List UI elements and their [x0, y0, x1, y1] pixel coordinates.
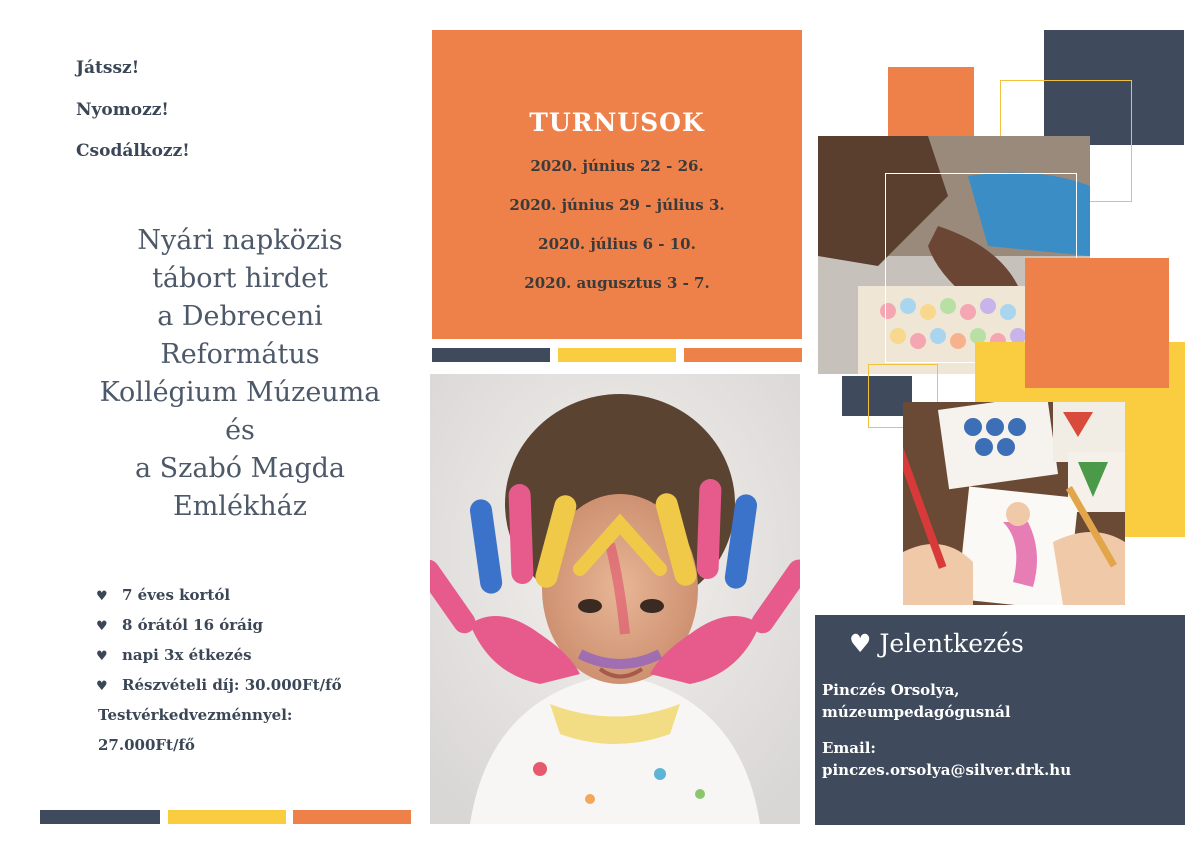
heart-icon: ♥: [96, 619, 108, 634]
decor-square-orange: [888, 67, 974, 139]
turnus-date: 2020. július 6 - 10.: [538, 235, 696, 253]
slogan-wonder: Csodálkozz!: [76, 141, 190, 161]
decor-bar-orange: [293, 810, 411, 824]
title-line: a Szabó Magda: [134, 453, 346, 484]
discount-price: 27.000Ft/fő: [98, 736, 195, 754]
decor-bar-orange: [684, 348, 802, 362]
camp-title: [60, 222, 420, 526]
child-painted-hands-photo: [430, 374, 800, 824]
decor-bar-yellow: [168, 810, 286, 824]
info-item-fee: ♥ Részvételi díj: 30.000Ft/fő: [96, 670, 342, 700]
turnus-date: 2020. június 29 - július 3.: [509, 196, 725, 214]
slogan-investigate: Nyomozz!: [76, 100, 169, 120]
contact-panel: [815, 615, 1185, 825]
decor-bar-navy: [40, 810, 160, 824]
email-label: Email:: [822, 739, 876, 757]
turnus-date: 2020. augusztus 3 - 7.: [524, 274, 710, 292]
info-item-age: ♥ 7 éves kortól: [96, 580, 342, 610]
title-line: Emlékház: [173, 491, 307, 522]
discount-label: Testvérkedvezménnyel:: [98, 706, 293, 724]
title-line: Kollégium Múzeuma: [99, 377, 381, 408]
contact-title: ♥ Jelentkezés: [849, 629, 1024, 658]
heart-icon: ♥: [96, 649, 108, 664]
title-line: tábort hirdet: [152, 263, 328, 294]
email-link[interactable]: pinczes.orsolya@silver.drk.hu: [822, 761, 1072, 779]
decor-bar-navy: [432, 348, 550, 362]
turnusok-title: TURNUSOK: [529, 108, 705, 137]
title-line: a Debreceni: [157, 301, 323, 332]
title-line: Református: [160, 339, 320, 370]
title-line: és: [225, 415, 255, 446]
contact-name: Pinczés Orsolya,: [822, 681, 960, 699]
turnusok-panel: [432, 30, 802, 339]
children-drawing-photo: [903, 402, 1125, 605]
slogan-play: Játssz!: [76, 58, 140, 78]
title-line: Nyári napközis: [137, 225, 343, 256]
heart-icon: ♥: [96, 589, 108, 604]
turnus-date: 2020. június 22 - 26.: [530, 157, 704, 175]
info-list: [96, 580, 342, 760]
info-item-meals: ♥ napi 3x étkezés: [96, 640, 342, 670]
info-item-hours: ♥ 8 órától 16 óráig: [96, 610, 342, 640]
contact-role: múzeumpedagógusnál: [822, 703, 1011, 721]
decor-square-orange-top: [1025, 258, 1169, 388]
decor-bar-yellow: [558, 348, 676, 362]
heart-icon: ♥: [96, 679, 108, 694]
